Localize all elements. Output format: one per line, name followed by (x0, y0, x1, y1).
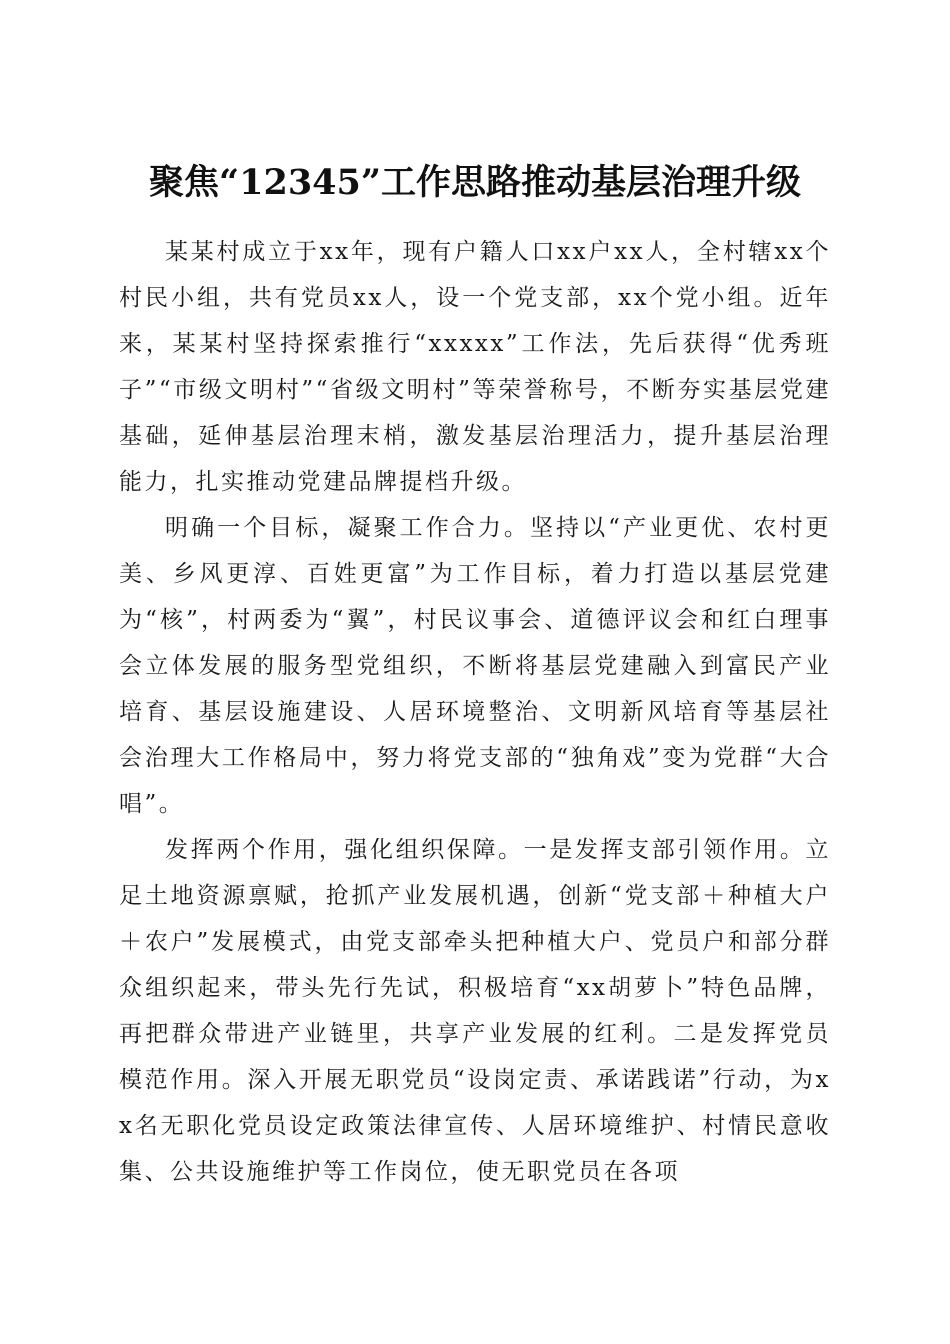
document-body (119, 229, 831, 1195)
paragraph-intro: 某某村成立于xx年，现有户籍人口xx户xx人，全村辖xx个村民小组，共有党员xx人，设一个党支部，xx个党小组。近年来，某某村坚持探索推行“xxxxx”工作法，先后获得“优秀班子”“市级文明村”“省级文明村”等荣誉称号，不断夯实基层党建基础，延伸基层治理末梢，激发基层治理活力，提升基层治理能力，扎实推动党建品牌提档升级。 (119, 239, 831, 495)
paragraph-one-goal: 明确一个目标，凝聚工作合力。坚持以“产业更优、农村更美、乡风更淳、百姓更富”为工作目标，着力打造以基层党建为“核”，村两委为“翼”，村民议事会、道德评议会和红白理事会立体发展的服务型党组织，不断将基层党建融入到富民产业培育、基层设施建设、人居环境整治、文明新风培育等基层社会治理大工作格局中，努力将党支部的“独角戏”变为党群“大合唱”。 (119, 515, 831, 817)
paragraph-two-roles: 发挥两个作用，强化组织保障。一是发挥支部引领作用。立足土地资源禀赋，抢抓产业发展机遇，创新“党支部＋种植大户＋农户”发展模式，由党支部牵头把种植大户、党员户和部分群众组织起来，带头先行先试，积极培育“xx胡萝卜”特色品牌，再把群众带进产业链里，共享产业发展的红利。二是发挥党员模范作用。深入开展无职党员“设岗定责、承诺践诺”行动，为xx名无职化党员设定政策法律宣传、人居环境维护、村情民意收集、公共设施维护等工作岗位，使无职党员在各项 (119, 837, 831, 1185)
document-title: 聚焦“12345”工作思路推动基层治理升级 (148, 162, 802, 204)
